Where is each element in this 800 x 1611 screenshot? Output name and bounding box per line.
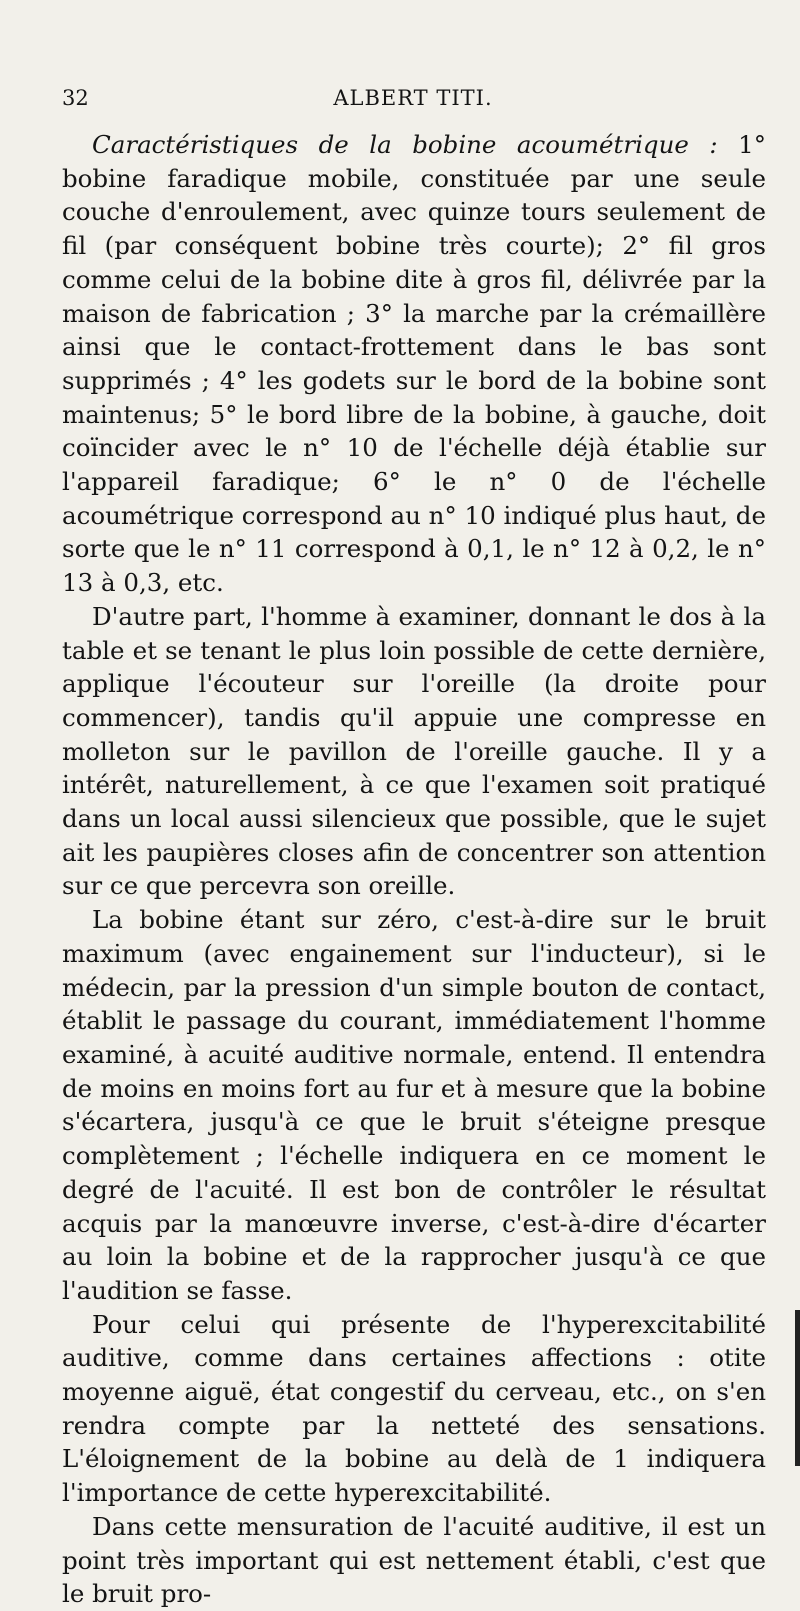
paragraph: La bobine étant sur zéro, c'est-à-dire sur le bruit maximum (avec engainement sur l'inducteur), si le médecin, par la pression d'un simple bouton de contact, établit le passage du courant, immédiatement l'homme examiné, à acuité auditive normale, entend. Il entendra de moins en moins fort au fur et à mesure que la bobine s'écartera, jusqu'à ce que le bruit s'éteigne presque complètement ; l'échelle indiquera en ce moment le degré de l'acuité. Il est bon de contrôler le résultat acquis par la manœuvre inverse, c'est-à-dire d'écarter au loin la bobine et de la rapprocher jusqu'à ce que l'audition se fasse. (62, 905, 766, 1305)
page-edge-shadow (795, 1310, 800, 1466)
running-head: ALBERT TITI. (333, 86, 493, 110)
paragraph: D'autre part, l'homme à examiner, donnant le dos à la table et se tenant le plus loin possible de cette dernière, applique l'écouteur sur l'oreille (la droite pour commencer), tandis qu'il appuie une compresse en molleton sur le pavillon de l'oreille gauche. Il y a intérêt, naturellement, à ce que l'examen soit pratiqué dans un local aussi silencieux que possible, que le sujet ait les paupières closes afin de concentrer son attention sur ce que percevra son oreille. (62, 601, 766, 901)
page-number: 32 (62, 86, 89, 110)
paragraph: Dans cette mensuration de l'acuité auditive, il est un point très important qui est nettement établi, c'est que le bruit pro- (62, 1511, 766, 1609)
paragraph-lead-italic: Caractéristiques de la bobine acoumétrique : (92, 130, 718, 159)
body-text (62, 128, 766, 1611)
paragraph (62, 128, 766, 600)
paragraph-text: 1° bobine faradique mobile, constituée par une seule couche d'enroulement, avec quinze tours seulement de fil (par conséquent bobine très courte); 2° fil gros comme celui de la bobine dite à gros fil, délivrée par la maison de fabrication ; 3° la marche par la crémaillère ainsi que le contact-frottement dans le bas sont supprimés ; 4° les godets sur le bord de la bobine sont maintenus; 5° le bord libre de la bobine, à gauche, doit coïncider avec le n° 10 de l'échelle déjà établie sur l'appareil faradique; 6° le n° 0 de l'échelle acoumétrique correspond au n° 10 indiqué plus haut, de sorte que le n° 11 correspond à 0,1, le n° 12 à 0,2, le n° 13 à 0,3, etc. (62, 130, 766, 598)
page-header (62, 86, 764, 120)
paragraph: Pour celui qui présente de l'hyperexcitabilité auditive, comme dans certaines affections : otite moyenne aiguë, état congestif du cerveau, etc., on s'en rendra compte par la netteté des sensations. L'éloignement de la bobine au delà de 1 indiquera l'importance de cette hyperexcitabilité. (62, 1309, 766, 1508)
